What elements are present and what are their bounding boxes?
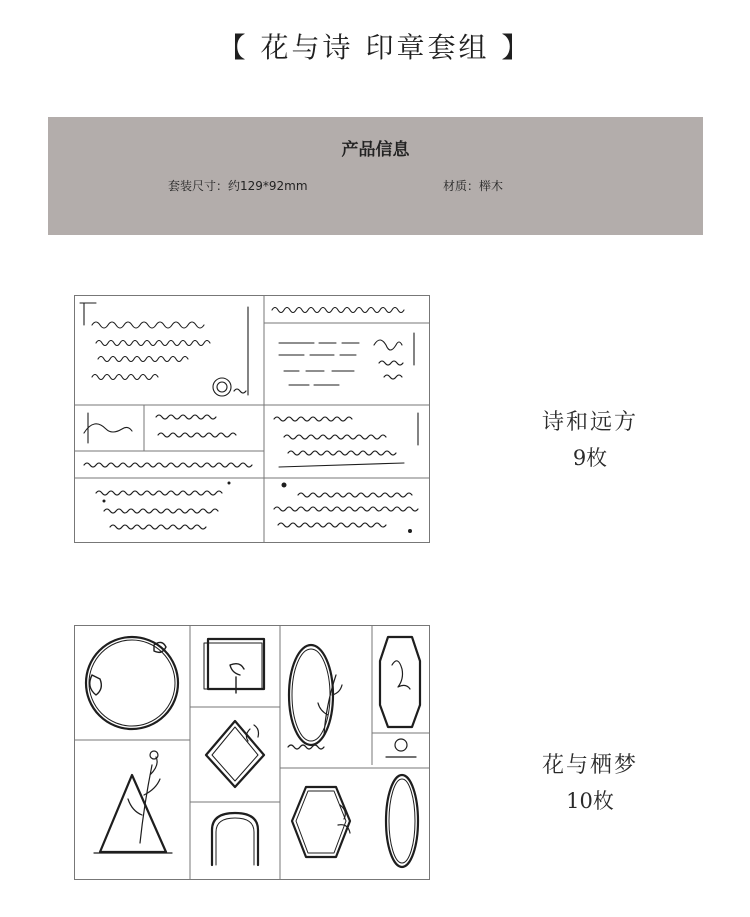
set-poetry-name: 诗和远方 [541, 410, 638, 435]
product-material: 材质：榉木 [443, 179, 504, 193]
flower-frames-illustration [74, 625, 430, 880]
stamp-set-poetry-image [74, 295, 430, 543]
product-info-heading: 产品信息 [341, 140, 410, 160]
page-title: 【 花与诗 印章套组 】 [217, 31, 533, 64]
set-flower-caption [510, 748, 670, 815]
product-info-panel [48, 117, 703, 235]
set-poetry-caption [510, 405, 670, 472]
set-flower-count: 10枚 [566, 789, 614, 813]
stamp-set-flower-image [74, 625, 430, 880]
poetry-stamps-illustration [74, 295, 430, 543]
set-flower-name: 花与栖梦 [541, 753, 638, 778]
product-size: 套装尺寸：约129*92mm [168, 179, 308, 193]
set-poetry-count: 9枚 [572, 446, 608, 470]
